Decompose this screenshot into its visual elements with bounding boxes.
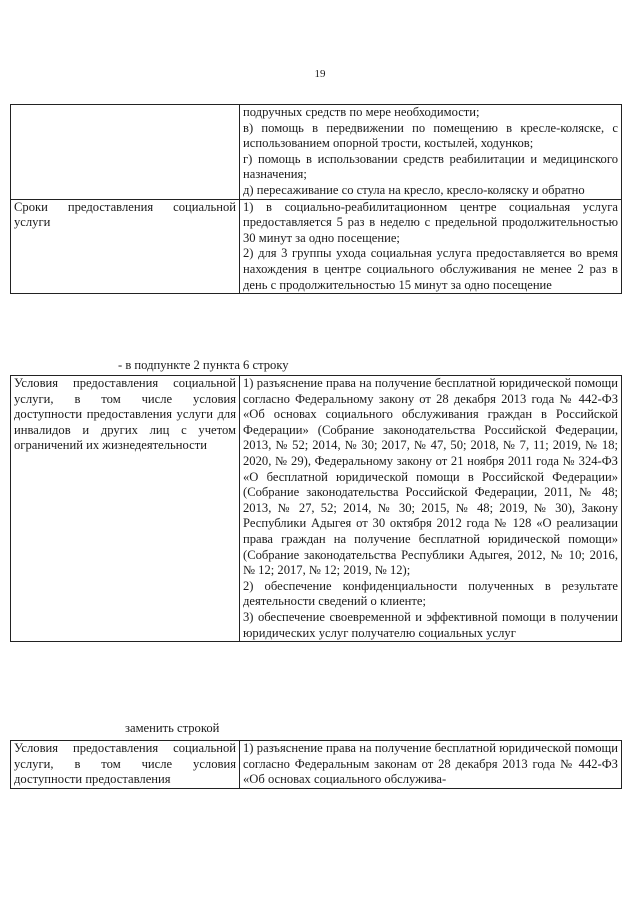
- new-row-table: [10, 740, 622, 789]
- text-line: 2) для 3 группы ухода социальная услуга предоставляется во время нахождения в центре социального обслуживания не менее 2 раз в день с продолжительностью 15 минут за одно посещение: [243, 246, 618, 292]
- amendment-instruction: - в подпункте 2 пункта 6 строку: [118, 358, 289, 372]
- table-row: [11, 199, 622, 294]
- value-cell: [240, 199, 622, 294]
- text-line: 1) разъяснение права на получение бесплатной юридической помощи согласно Федеральным законам от 28 декабря 2013 года № 442-ФЗ «Об основах социального обслужива-: [243, 741, 618, 787]
- text-line: 1) разъяснение права на получение бесплатной юридической помощи согласно Федеральному закону от 28 декабря 2013 года № 442-ФЗ «Об основах социального обслуживания граждан в Российской Федерации» (Собрание законодательства Российской Федерации, 2013, № 52; 2014, № 30; 2017, № 47, 50; 2018, № 7, 11; 2019, № 18; 2020, № 29), Федеральному закону от 21 ноября 2011 года № 324-ФЗ «О бесплатной юридической помощи в Российской Федерации» (Собрание законодательства Российской Федерации, 2011, № 48; 2013, № 27, 52; 2014, № 30; 2015, № 48; 2019, № 30), Закону Республики Адыгея от 30 октября 2012 года № 128 «О реализации права граждан на получение бесплатной юридической помощи» (Собрание законодательства Республики Адыгея, 2012, № 10; 2016, № 12; 2017, № 12; 2019, № 12);: [243, 376, 618, 578]
- value-cell: [240, 105, 622, 200]
- text-line: в) помощь в передвижении по помещению в кресле-коляске, с использованием опорной трости, костылей, ходунков;: [243, 120, 618, 151]
- table-row: [11, 376, 622, 642]
- text-line: 3) обеспечение своевременной и эффективной помощи в получении юридических услуг получателю социальных услуг: [243, 609, 618, 640]
- replace-instruction: заменить строкой: [125, 721, 220, 735]
- service-table-continued: [10, 104, 622, 294]
- table-row: [11, 741, 622, 789]
- label-cell: Сроки предоставления социальной услуги: [11, 199, 240, 294]
- text-line: 1) в социально-реабилитационном центре социальная услуга предоставляется 5 раз в неделю с предельной продолжительностью 30 минут за одно посещение;: [243, 199, 618, 245]
- table-row: [11, 105, 622, 200]
- value-cell: [240, 376, 622, 642]
- label-cell-empty: [11, 105, 240, 200]
- old-row-table: [10, 375, 622, 642]
- text-line: подручных средств по мере необходимости;: [243, 105, 480, 119]
- text-line: 2) обеспечение конфиденциальности полученных в результате деятельности сведений о клиенте;: [243, 578, 618, 609]
- text-line: д) пересаживание со стула на кресло, кресло-коляску и обратно: [243, 182, 585, 197]
- value-cell: [240, 741, 622, 789]
- label-cell: Условия предоставления социальной услуги, в том числе условия доступности предоставления: [11, 741, 240, 789]
- text-line: г) помощь в использовании средств реабилитации и медицинского назначения;: [243, 151, 618, 182]
- label-cell: Условия предоставления социальной услуги, в том числе условия доступности предоставления услуги для инвалидов и других лиц с учетом ограничений их жизнедеятельности: [11, 376, 240, 642]
- page-number: 19: [314, 68, 326, 80]
